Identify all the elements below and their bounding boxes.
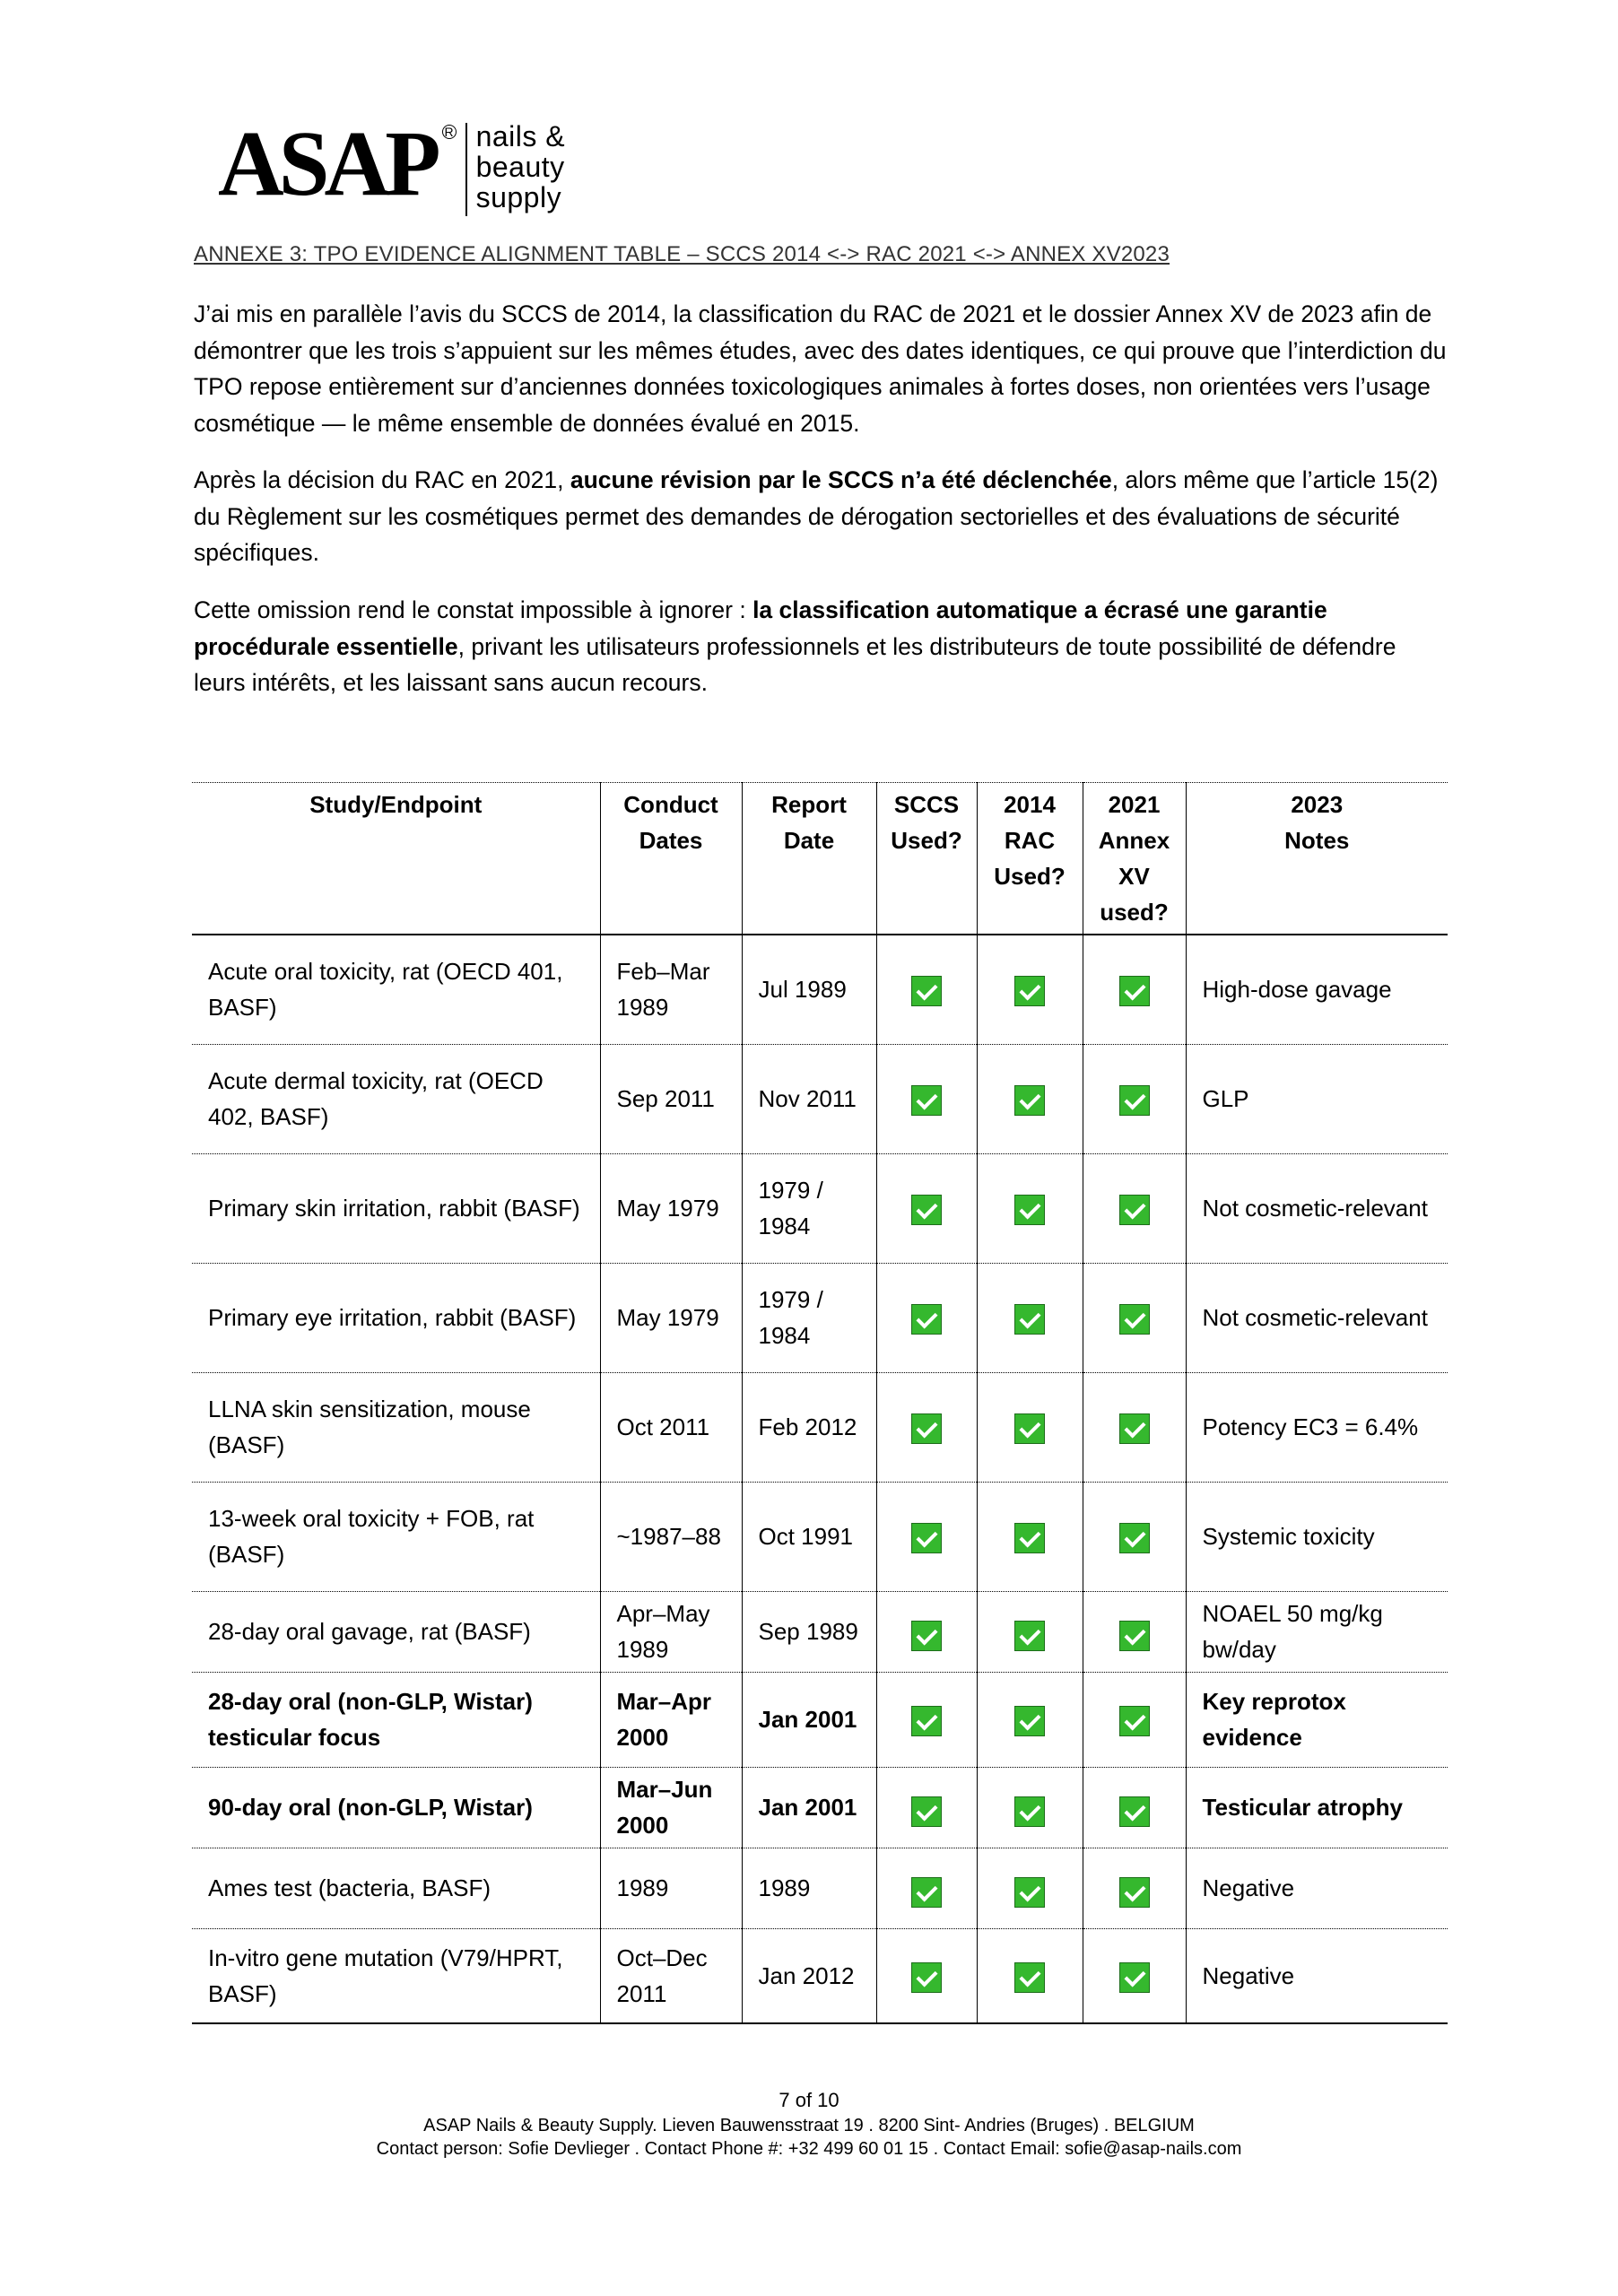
annex-used-cell [1083, 1482, 1186, 1591]
page-number: 7 of 10 [779, 2089, 839, 2111]
report-date-cell: Nov 2011 [742, 1044, 876, 1153]
footer-contact: Contact person: Sofie Devlieger . Contact Phone #: +32 499 60 01 15 . Contact Email: sofie@asap-nails.com [376, 2139, 1242, 2159]
checkmark-icon [911, 1877, 942, 1908]
conduct-dates-cell: Feb–Mar 1989 [600, 935, 742, 1044]
table-header-row [192, 783, 1448, 935]
conduct-dates-cell: May 1979 [600, 1263, 742, 1372]
checkmark-icon [911, 1962, 942, 1993]
rac-used-cell [977, 1672, 1083, 1767]
table-row [192, 1263, 1448, 1372]
notes-cell: Key reprotox evidence [1186, 1672, 1448, 1767]
checkmark-icon [1119, 1304, 1150, 1335]
checkmark-icon [1119, 976, 1150, 1006]
study-cell: In-vitro gene mutation (V79/HPRT, BASF) [192, 1928, 600, 2023]
table-row [192, 1044, 1448, 1153]
rac-used-cell [977, 1044, 1083, 1153]
report-date-cell: Feb 2012 [742, 1372, 876, 1482]
checkmark-icon [1119, 1413, 1150, 1444]
study-cell: Primary skin irritation, rabbit (BASF) [192, 1153, 600, 1263]
logo-mark: ASAP [218, 112, 436, 215]
header-annex-used: 2021 Annex XV used? [1083, 783, 1186, 935]
notes-cell: Potency EC3 = 6.4% [1186, 1372, 1448, 1482]
checkmark-icon [1014, 1523, 1045, 1553]
notes-cell: Systemic toxicity [1186, 1482, 1448, 1591]
table-row [192, 1372, 1448, 1482]
rac-used-cell [977, 1591, 1083, 1672]
conduct-dates-cell: Mar–Apr 2000 [600, 1672, 742, 1767]
table-row [192, 935, 1448, 1044]
sccs-used-cell [876, 1153, 977, 1263]
sccs-used-cell [876, 1848, 977, 1928]
checkmark-icon [911, 976, 942, 1006]
study-cell: 28-day oral (non-GLP, Wistar) testicular focus [192, 1672, 600, 1767]
study-cell: Ames test (bacteria, BASF) [192, 1848, 600, 1928]
conduct-dates-cell: ~1987–88 [600, 1482, 742, 1591]
study-cell: Primary eye irritation, rabbit (BASF) [192, 1263, 600, 1372]
registered-mark: R [442, 125, 457, 139]
annex-used-cell [1083, 1153, 1186, 1263]
checkmark-icon [1014, 1621, 1045, 1651]
intro-paragraph: J’ai mis en parallèle l’avis du SCCS de 2014, la classification du RAC de 2021 et le dossier Annex XV de 2023 afin de démontrer que les trois s’appuient sur les mêmes études, avec des dates identiques, ce qui prouve que l’interdiction du TPO repose entièrement sur d’anciennes données toxicologiques animales à fortes doses, non orientées vers l’usage cosmétique — le même ensemble de données évalué en 2015. [194, 300, 1447, 437]
logo-tagline: nails & beauty supply [475, 120, 566, 213]
sccs-used-cell [876, 1928, 977, 2023]
header-rac-used: 2014 RAC Used? [977, 783, 1083, 935]
annex-used-cell [1083, 1591, 1186, 1672]
header-report-date: Report Date [742, 783, 876, 935]
checkmark-icon [1014, 976, 1045, 1006]
checkmark-icon [1119, 1621, 1150, 1651]
checkmark-icon [1119, 1962, 1150, 1993]
conduct-dates-cell: May 1979 [600, 1153, 742, 1263]
table-row [192, 1767, 1448, 1848]
notes-cell: Not cosmetic-relevant [1186, 1153, 1448, 1263]
annex-used-cell [1083, 1044, 1186, 1153]
annex-used-cell [1083, 1372, 1186, 1482]
rac-used-cell [977, 1372, 1083, 1482]
annex-used-cell [1083, 935, 1186, 1044]
conduct-dates-cell: Sep 2011 [600, 1044, 742, 1153]
study-cell: 90-day oral (non-GLP, Wistar) [192, 1767, 600, 1848]
conduct-dates-cell: Oct 2011 [600, 1372, 742, 1482]
table-row [192, 1928, 1448, 2023]
rac-used-cell [977, 1928, 1083, 2023]
footer-address: ASAP Nails & Beauty Supply. Lieven Bauwensstraat 19 . 8200 Sint- Andries (Bruges) . BELGIUM [423, 2116, 1195, 2135]
sccs-used-cell [876, 1263, 977, 1372]
checkmark-icon [1119, 1085, 1150, 1116]
study-cell: 28-day oral gavage, rat (BASF) [192, 1591, 600, 1672]
emphasis-text: aucune révision par le SCCS n’a été déclenchée [570, 466, 1112, 493]
notes-cell: GLP [1186, 1044, 1448, 1153]
checkmark-icon [1014, 1877, 1045, 1908]
checkmark-icon [1014, 1085, 1045, 1116]
checkmark-icon [911, 1706, 942, 1736]
report-date-cell: Jan 2001 [742, 1767, 876, 1848]
header-sccs-used: SCCS Used? [876, 783, 977, 935]
checkmark-icon [1014, 1195, 1045, 1225]
report-date-cell: Oct 1991 [742, 1482, 876, 1591]
sccs-used-cell [876, 935, 977, 1044]
report-date-cell: Sep 1989 [742, 1591, 876, 1672]
study-cell: Acute dermal toxicity, rat (OECD 402, BASF) [192, 1044, 600, 1153]
rac-used-cell [977, 1153, 1083, 1263]
header-study: Study/Endpoint [192, 783, 600, 935]
notes-cell: Negative [1186, 1848, 1448, 1928]
annex-title: ANNEXE 3: TPO EVIDENCE ALIGNMENT TABLE – SCCS 2014 <-> RAC 2021 <-> ANNEX XV2023 [194, 242, 1170, 266]
notes-cell: Negative [1186, 1928, 1448, 2023]
report-date-cell: Jan 2001 [742, 1672, 876, 1767]
conduct-dates-cell: Mar–Jun 2000 [600, 1767, 742, 1848]
checkmark-icon [1119, 1877, 1150, 1908]
header-notes: 2023 Notes [1186, 783, 1448, 935]
checkmark-icon [911, 1413, 942, 1444]
checkmark-icon [1014, 1304, 1045, 1335]
notes-cell: NOAEL 50 mg/kg bw/day [1186, 1591, 1448, 1672]
checkmark-icon [1119, 1796, 1150, 1827]
table-row [192, 1672, 1448, 1767]
rac-used-cell [977, 1482, 1083, 1591]
annex-used-cell [1083, 1263, 1186, 1372]
checkmark-icon [1014, 1962, 1045, 1993]
checkmark-icon [1014, 1706, 1045, 1736]
report-date-cell: 1989 [742, 1848, 876, 1928]
checkmark-icon [911, 1304, 942, 1335]
emphasis-text: la classification automatique a écrasé une garantie procédurale essentielle [194, 596, 1327, 660]
conduct-dates-cell: Apr–May 1989 [600, 1591, 742, 1672]
rac-decision-paragraph: Après la décision du RAC en 2021, aucune révision par le SCCS n’a été déclenchée, alors même que l’article 15(2) du Règlement sur les cosmétiques permet des demandes de dérogation sectorielles et des évaluations de sécurité spécifiques. [194, 466, 1439, 566]
checkmark-icon [911, 1085, 942, 1116]
annex-used-cell [1083, 1928, 1186, 2023]
sccs-used-cell [876, 1767, 977, 1848]
checkmark-icon [1014, 1796, 1045, 1827]
checkmark-icon [911, 1523, 942, 1553]
omission-paragraph: Cette omission rend le constat impossible à ignorer : la classification automatique a écrasé une garantie procédurale essentielle, privant les utilisateurs professionnels et les distributeurs de toute possibilité de défendre leurs intérêts, et les laissant sans aucun recours. [194, 596, 1396, 696]
notes-cell: High-dose gavage [1186, 935, 1448, 1044]
study-cell: LLNA skin sensitization, mouse (BASF) [192, 1372, 600, 1482]
conduct-dates-cell: Oct–Dec 2011 [600, 1928, 742, 2023]
report-date-cell: Jul 1989 [742, 935, 876, 1044]
table-row [192, 1591, 1448, 1672]
checkmark-icon [1119, 1195, 1150, 1225]
conduct-dates-cell: 1989 [600, 1848, 742, 1928]
sccs-used-cell [876, 1044, 977, 1153]
checkmark-icon [1119, 1523, 1150, 1553]
checkmark-icon [911, 1796, 942, 1827]
rac-used-cell [977, 1263, 1083, 1372]
rac-used-cell [977, 1767, 1083, 1848]
table-row [192, 1482, 1448, 1591]
report-date-cell: Jan 2012 [742, 1928, 876, 2023]
table-row [192, 1848, 1448, 1928]
rac-used-cell [977, 1848, 1083, 1928]
table-row [192, 1153, 1448, 1263]
annex-used-cell [1083, 1767, 1186, 1848]
header-conduct-dates: Conduct Dates [600, 783, 742, 935]
evidence-alignment-table [192, 782, 1448, 2024]
company-logo [218, 112, 566, 220]
sccs-used-cell [876, 1591, 977, 1672]
logo-divider [465, 123, 467, 216]
report-date-cell: 1979 / 1984 [742, 1263, 876, 1372]
annex-used-cell [1083, 1848, 1186, 1928]
study-cell: Acute oral toxicity, rat (OECD 401, BASF) [192, 935, 600, 1044]
report-date-cell: 1979 / 1984 [742, 1153, 876, 1263]
checkmark-icon [911, 1621, 942, 1651]
study-cell: 13-week oral toxicity + FOB, rat (BASF) [192, 1482, 600, 1591]
checkmark-icon [1119, 1706, 1150, 1736]
notes-cell: Testicular atrophy [1186, 1767, 1448, 1848]
sccs-used-cell [876, 1482, 977, 1591]
checkmark-icon [911, 1195, 942, 1225]
rac-used-cell [977, 935, 1083, 1044]
sccs-used-cell [876, 1372, 977, 1482]
notes-cell: Not cosmetic-relevant [1186, 1263, 1448, 1372]
checkmark-icon [1014, 1413, 1045, 1444]
sccs-used-cell [876, 1672, 977, 1767]
annex-used-cell [1083, 1672, 1186, 1767]
